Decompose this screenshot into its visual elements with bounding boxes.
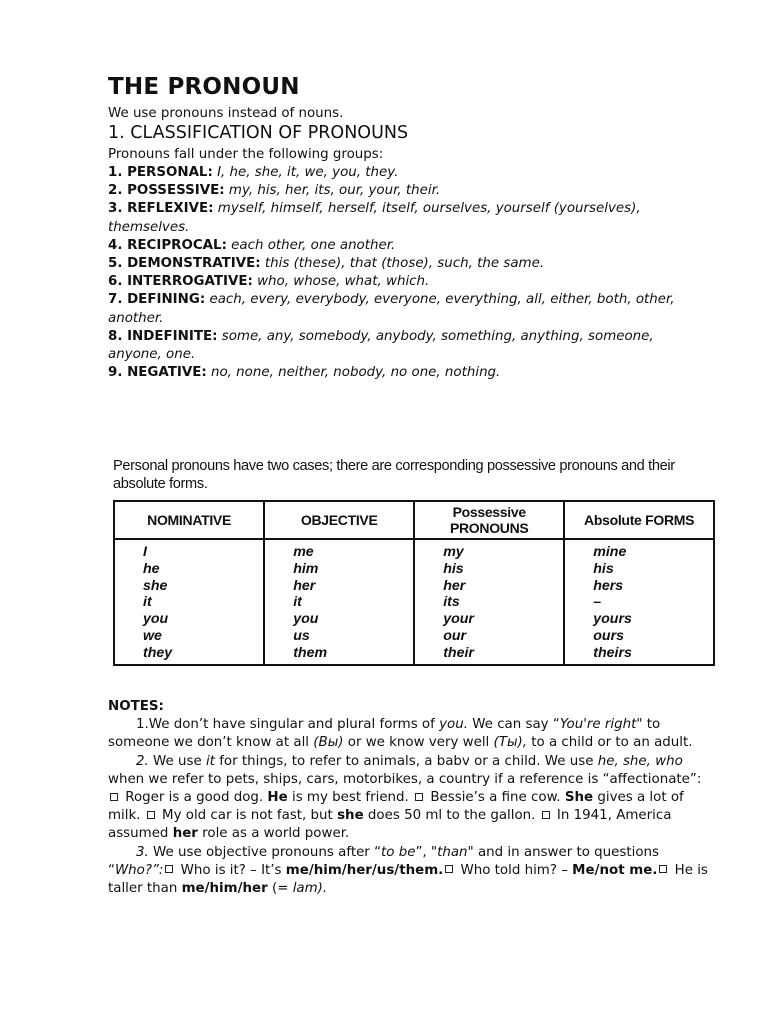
note-text: or we know very well: [343, 735, 494, 751]
group-label: 3. REFLEXIVE:: [108, 201, 214, 217]
group-values: this (these), that (those), such, the same.: [260, 256, 545, 272]
group-personal: [108, 164, 708, 182]
header-objective: OBJECTIVE: [264, 501, 414, 539]
note-text: to a child or to an adult.: [527, 735, 693, 751]
note-text: is my best friend.: [287, 790, 414, 806]
table-cell: they: [143, 644, 173, 661]
note-emphasis: You're right: [559, 717, 637, 733]
table-cell: I: [143, 544, 147, 560]
note-2: [108, 753, 708, 844]
table-cell: ours: [593, 627, 624, 644]
table-cell: we: [143, 627, 162, 644]
table-cell: their: [443, 644, 474, 661]
page-title: THE PRONOUN: [108, 74, 300, 100]
note-3: [108, 844, 708, 899]
column-absolute: [564, 539, 714, 665]
note-text: role as a world power.: [197, 826, 350, 842]
group-values: who, whose, what, which.: [252, 274, 430, 290]
table-cell: our: [443, 627, 467, 644]
square-bullet-icon: [165, 865, 173, 873]
note-text: gives a lot of milk.: [108, 790, 684, 824]
group-label: 9. NEGATIVE:: [108, 365, 207, 381]
table-cell: theirs: [593, 644, 632, 661]
square-bullet-icon: [110, 793, 118, 801]
table-cell: hers: [593, 577, 624, 594]
square-bullet-icon: [445, 865, 453, 873]
note-bold: He: [267, 790, 288, 806]
note-text: In 1941, America assumed: [108, 808, 672, 842]
note-1: [108, 716, 708, 752]
table-cell: them: [293, 644, 328, 661]
note-emphasis: (Вы): [313, 735, 344, 751]
note-bold: she: [337, 808, 364, 824]
group-values: each other, one another.: [226, 237, 396, 253]
personal-pronouns-table: [113, 500, 715, 666]
table-cell: –: [593, 594, 602, 611]
table-cell: yours: [593, 611, 632, 628]
note-emphasis: to be: [381, 844, 416, 860]
note-text: Who is it? – It’s: [176, 862, 286, 878]
group-reciprocal: [108, 237, 708, 255]
group-reflexive: [108, 200, 708, 236]
square-bullet-icon: [542, 811, 550, 819]
note-text: for things, to refer to animals, a babv or a child. We use: [214, 753, 598, 769]
group-negative: [108, 364, 708, 382]
note-emphasis: (Ты),: [493, 735, 528, 751]
note-text: We use objective pronouns after “: [148, 844, 382, 860]
note-text: Bessie’s a fine cow.: [426, 790, 565, 806]
table-cell: its: [443, 594, 460, 611]
note-text: Who told him? –: [456, 862, 573, 878]
note-emphasis: Who?”:: [114, 862, 164, 878]
header-nominative: NOMINATIVE: [114, 501, 264, 539]
note-text: ”, ": [415, 844, 438, 860]
table-cell: mine: [593, 544, 627, 560]
table-cell: him: [293, 560, 319, 577]
note-text: We use: [148, 753, 206, 769]
note-bold: me/him/her: [181, 881, 268, 897]
group-label: 7. DEFINING:: [108, 292, 206, 308]
table-cell: her: [293, 577, 316, 594]
column-possessive: [414, 539, 564, 665]
group-values: my, his, her, its, our, your, their.: [224, 183, 441, 199]
table-cell: his: [593, 560, 614, 577]
pronoun-groups-list: [108, 164, 708, 382]
notes-heading: NOTES:: [108, 699, 164, 714]
group-label: 8. INDEFINITE:: [108, 328, 218, 344]
table-cell: my: [443, 544, 464, 560]
table-cell: me: [293, 544, 314, 560]
note-emphasis: he, she, who: [597, 753, 683, 769]
note-text: Roger is a good dog.: [121, 790, 268, 806]
note-emphasis: lam).: [292, 881, 328, 897]
note-text: (=: [267, 881, 293, 897]
table-cell: your: [443, 611, 474, 628]
column-nominative: [114, 539, 264, 665]
table-caption: Personal pronouns have two cases; there are corresponding possessive pronouns and their absolute forms.: [113, 458, 675, 492]
group-interrogative: [108, 273, 708, 291]
note-emphasis: you.: [439, 717, 468, 733]
note-bold: She: [564, 790, 594, 806]
table-cell: you: [293, 611, 319, 628]
table-cell: his: [443, 560, 464, 577]
note-emphasis: it: [205, 753, 215, 769]
group-possessive: [108, 182, 708, 200]
note-bold: her: [172, 826, 198, 842]
note-number: 2.: [136, 753, 149, 769]
note-text: We can say “: [467, 717, 560, 733]
table-cell: she: [143, 577, 168, 594]
note-bold: me/him/her/us/them.: [285, 862, 444, 878]
group-values: myself, himself, herself, itself, ourselves, yourself (yourselves), themselves.: [108, 201, 641, 235]
note-text: " and in answer to questions “: [108, 844, 660, 878]
group-label: 4. RECIPROCAL:: [108, 237, 227, 253]
table-cell: her: [443, 577, 466, 594]
group-values: some, any, somebody, anybody, something, anything, someone, anyone, one.: [108, 328, 654, 363]
table-body-row: [114, 539, 714, 665]
table-cell: us: [293, 627, 310, 644]
group-label: 5. DEMONSTRATIVE:: [108, 256, 261, 272]
note-text: 1.We don’t have singular and plural forms of: [136, 717, 440, 733]
header-possessive: Possessive PRONOUNS: [414, 501, 564, 539]
square-bullet-icon: [659, 865, 667, 873]
group-label: 1. PERSONAL:: [108, 165, 213, 180]
group-defining: [108, 291, 708, 327]
table-header-row: [114, 501, 714, 539]
note-emphasis: than: [437, 844, 468, 860]
group-indefinite: [108, 328, 708, 364]
note-text: He is taller than: [108, 862, 708, 897]
section-heading: 1. CLASSIFICATION OF PRONOUNS: [108, 123, 409, 143]
group-demonstrative: [108, 255, 708, 273]
groups-intro: Pronouns fall under the following groups:: [108, 147, 384, 162]
notes-section: [108, 698, 708, 898]
square-bullet-icon: [415, 793, 423, 801]
note-bold: Me/not me.: [572, 862, 658, 878]
table-cell: it: [293, 594, 302, 611]
note-text: does 50 ml to the gallon.: [363, 808, 540, 824]
group-label: 2. POSSESSIVE:: [108, 183, 225, 199]
square-bullet-icon: [147, 811, 155, 819]
note-text: " to someone we don’t know at all: [108, 717, 661, 751]
note-text: when we refer to pets, ships, cars, motorbikes, a country if a reference is “affectionate”:: [108, 771, 702, 787]
intro-text: We use pronouns instead of nouns.: [108, 106, 344, 121]
group-values: I, he, she, it, we, you, they.: [212, 165, 399, 180]
group-values: each, every, everybody, everyone, everything, all, either, both, other, another.: [108, 292, 675, 326]
table-cell: you: [143, 611, 169, 628]
table-cell: it: [143, 594, 152, 611]
note-number: 3.: [136, 844, 149, 860]
note-text: My old car is not fast, but: [157, 808, 338, 824]
table-cell: he: [143, 560, 160, 577]
group-values: no, none, neither, nobody, no one, nothing.: [206, 365, 501, 381]
header-absolute: Absolute FORMS: [564, 501, 714, 539]
column-objective: [264, 539, 414, 665]
group-label: 6. INTERROGATIVE:: [108, 274, 253, 290]
